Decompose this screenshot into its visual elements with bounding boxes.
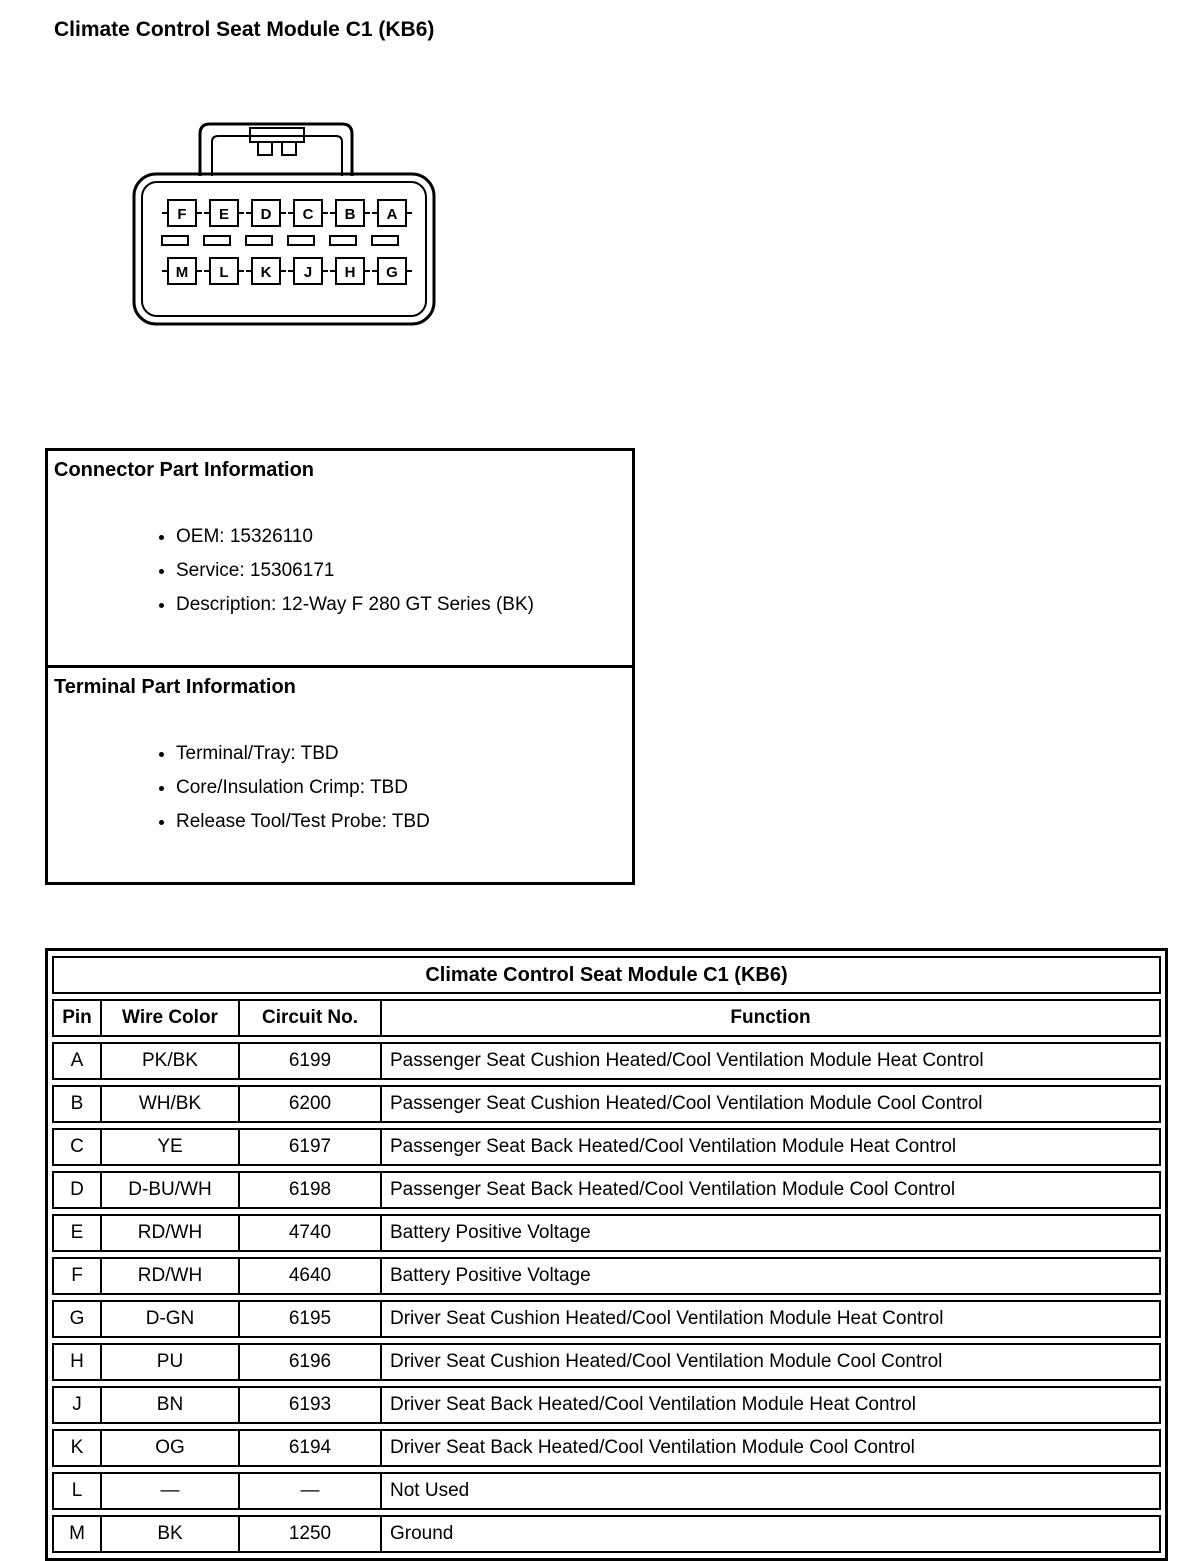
wire-cell: BN [102,1386,240,1424]
table-title-row [52,956,1161,994]
pinout-table-container [45,948,1168,1561]
table-row [52,1128,1161,1166]
list-item: • OEM: 15326110 [176,526,632,548]
pin-label: L [219,264,229,281]
function-cell: Not Used [382,1472,1161,1510]
circuit-cell: 6199 [240,1042,382,1080]
connector-latch [200,124,352,176]
wire-cell: PK/BK [102,1042,240,1080]
pin-cell: A [52,1042,102,1080]
pin-label: F [177,206,187,223]
connector-diagram [130,112,440,330]
pin-label: J [303,264,313,281]
table-header-row [52,999,1161,1037]
table-row [52,1343,1161,1381]
wire-cell: D-GN [102,1300,240,1338]
list-item: • Release Tool/Test Probe: TBD [176,811,632,833]
function-cell: Battery Positive Voltage [382,1257,1161,1295]
pin-label: D [260,206,272,223]
connector-body [134,174,434,324]
circuit-cell: 6198 [240,1171,382,1209]
pin-cell: D [52,1171,102,1209]
wire-cell: PU [102,1343,240,1381]
wire-cell: D-BU/WH [102,1171,240,1209]
circuit-cell: 6193 [240,1386,382,1424]
function-cell: Passenger Seat Back Heated/Cool Ventilation Module Heat Control [382,1128,1161,1166]
page-title: Climate Control Seat Module C1 (KB6) [54,18,435,41]
pin-row-bottom [162,258,412,284]
pin-cell: J [52,1386,102,1424]
column-header-wire: Wire Color [102,999,240,1037]
circuit-cell: 1250 [240,1515,382,1553]
circuit-cell: 6197 [240,1128,382,1166]
pinout-table [52,951,1161,1558]
table-row [52,1472,1161,1510]
circuit-cell: 6200 [240,1085,382,1123]
table-title: Climate Control Seat Module C1 (KB6) [52,956,1161,994]
pin-cell: B [52,1085,102,1123]
function-cell: Driver Seat Cushion Heated/Cool Ventilation Module Cool Control [382,1343,1161,1381]
terminal-part-information-list [48,743,632,833]
list-item: • Service: 15306171 [176,560,632,582]
column-header-pin: Pin [52,999,102,1037]
pin-label: A [386,206,398,223]
pin-cell: H [52,1343,102,1381]
wire-cell: RD/WH [102,1257,240,1295]
part-information-box [45,448,635,885]
terminal-part-information-heading: Terminal Part Information [54,676,296,698]
pin-cell: C [52,1128,102,1166]
function-cell: Passenger Seat Back Heated/Cool Ventilation Module Cool Control [382,1171,1161,1209]
wire-cell: — [102,1472,240,1510]
terminal-part-information-section [48,668,632,882]
list-item: • Terminal/Tray: TBD [176,743,632,765]
wire-cell: OG [102,1429,240,1467]
list-item: • Description: 12-Way F 280 GT Series (BK) [176,594,632,616]
pin-cell: K [52,1429,102,1467]
function-cell: Driver Seat Back Heated/Cool Ventilation Module Heat Control [382,1386,1161,1424]
circuit-cell: 6194 [240,1429,382,1467]
table-row [52,1300,1161,1338]
pin-cell: M [52,1515,102,1553]
list-item: • Core/Insulation Crimp: TBD [176,777,632,799]
table-row [52,1042,1161,1080]
pin-label: B [344,206,356,223]
circuit-cell: 4740 [240,1214,382,1252]
pin-label: C [302,206,314,223]
table-row [52,1386,1161,1424]
function-cell: Driver Seat Back Heated/Cool Ventilation Module Cool Control [382,1429,1161,1467]
pin-label: K [260,264,272,281]
table-row [52,1257,1161,1295]
wire-cell: RD/WH [102,1214,240,1252]
function-cell: Ground [382,1515,1161,1553]
circuit-cell: — [240,1472,382,1510]
column-header-circuit: Circuit No. [240,999,382,1037]
table-row [52,1515,1161,1553]
pin-label: E [218,206,230,223]
pin-label: M [175,264,189,281]
wire-cell: BK [102,1515,240,1553]
pin-row-top [162,200,412,226]
connector-part-information-list [48,526,632,616]
function-cell: Battery Positive Voltage [382,1214,1161,1252]
circuit-cell: 4640 [240,1257,382,1295]
function-cell: Passenger Seat Cushion Heated/Cool Ventilation Module Heat Control [382,1042,1161,1080]
connector-part-information-section [48,451,632,668]
pin-cell: G [52,1300,102,1338]
pin-cell: L [52,1472,102,1510]
wire-cell: WH/BK [102,1085,240,1123]
table-row [52,1171,1161,1209]
connector-slots [162,236,398,245]
table-row [52,1214,1161,1252]
wire-cell: YE [102,1128,240,1166]
table-row [52,1429,1161,1467]
column-header-function: Function [382,999,1161,1037]
pin-label: G [386,264,398,281]
circuit-cell: 6195 [240,1300,382,1338]
connector-part-information-heading: Connector Part Information [54,459,315,481]
pin-label: H [344,264,356,281]
function-cell: Passenger Seat Cushion Heated/Cool Ventilation Module Cool Control [382,1085,1161,1123]
pin-cell: E [52,1214,102,1252]
pin-cell: F [52,1257,102,1295]
circuit-cell: 6196 [240,1343,382,1381]
function-cell: Driver Seat Cushion Heated/Cool Ventilation Module Heat Control [382,1300,1161,1338]
table-row [52,1085,1161,1123]
